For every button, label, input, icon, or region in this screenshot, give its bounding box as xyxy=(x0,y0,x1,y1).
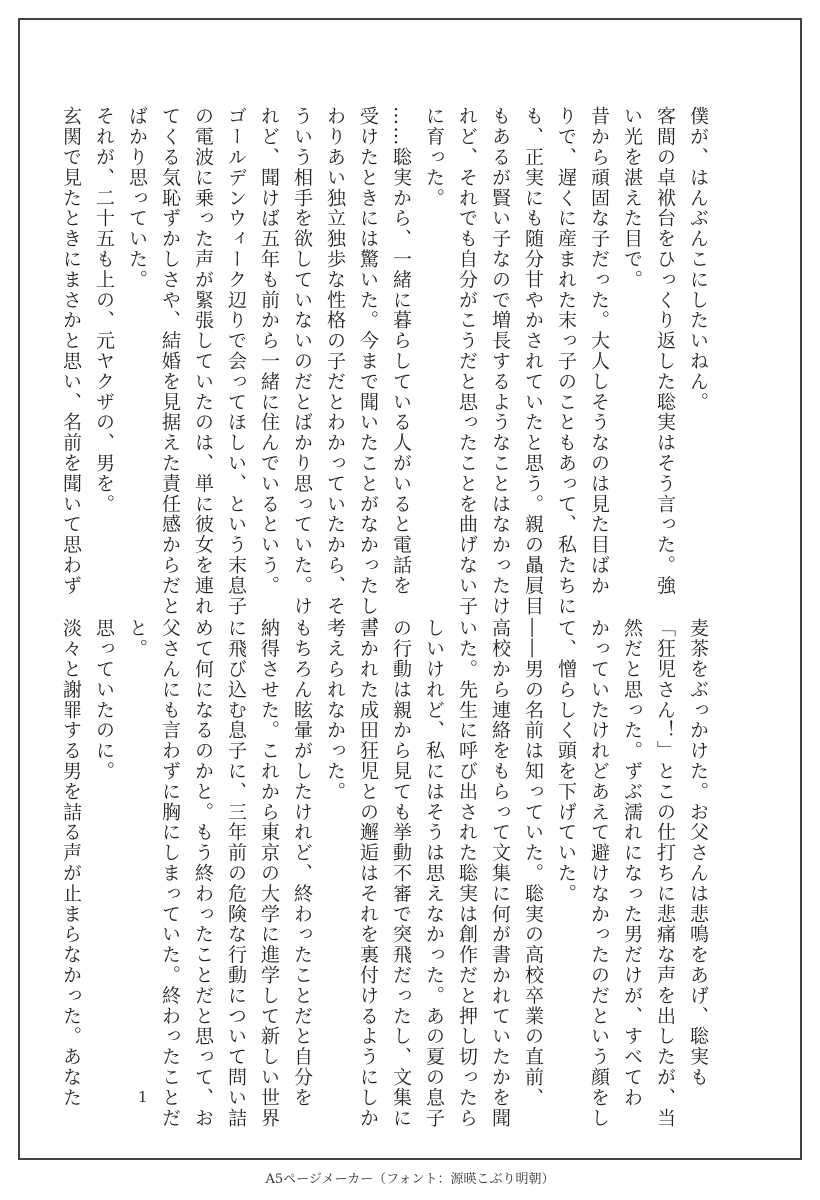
text-line: 然だと思った。ずぶ濡れになった男だけが、すべてわ xyxy=(621,618,643,1108)
text-line: 高校から連絡をもらって文集に何が書かれていたかを聞 xyxy=(489,618,511,1128)
lower-text-block xyxy=(54,618,714,1128)
text-line: に飛び込む息子に、三年前の危険な行動について問い詰 xyxy=(225,618,247,1128)
text-line: もちろん眩暈がしたけれど、終わったことだと自分を xyxy=(291,618,313,1108)
text-line: 玄関で見たときにまさかと思い、名前を聞いて思わず xyxy=(60,106,82,596)
text-line: 客間の卓袱台をひっくり返した聡実はそう言った。強 xyxy=(654,106,676,596)
text-line: 父さんにも言わずに胸にしまっていた。終わったことだ xyxy=(159,618,181,1128)
text-line: りで、遅くに産まれた末っ子のこともあって、私たちに xyxy=(555,106,577,616)
text-line: ばかり思っていた。 xyxy=(126,106,148,290)
text-line: 受けたときには驚いた。今まで聞いたことがなかったし、 xyxy=(357,106,379,637)
text-line: と。 xyxy=(126,618,148,659)
text-line: ――男の名前は知っていた。聡実の高校卒業の直前、 xyxy=(522,618,544,1108)
text-line: 書かれた成田狂児との邂逅はそれを裏付けるようにしか xyxy=(357,618,379,1128)
text-line: も、正実にも随分甘やかされていたと思う。親の贔屓目 xyxy=(522,106,544,616)
page-frame xyxy=(18,18,802,1160)
text-line: かっていたけれどあえて避けなかったのだという顔をし xyxy=(588,618,610,1128)
text-line: れど、それでも自分がこうだと思ったことを曲げない子 xyxy=(456,106,478,616)
upper-text-block xyxy=(54,106,714,637)
text-line: ……聡実から、一緒に暮らしている人がいると電話を xyxy=(390,106,412,596)
text-line: めて何になるのかと。もう終わったことだと思って、お xyxy=(192,618,214,1128)
text-line: の電波に乗った声が緊張していたのは、単に彼女を連れ xyxy=(192,106,214,616)
text-line: 「狂児さん！」とこの仕打ちに悲痛な声を出したが、当 xyxy=(654,618,676,1128)
text-line: ゴールデンウィーク辺りで会ってほしい、という末息子 xyxy=(225,106,247,616)
text-line: 思っていたのに。 xyxy=(93,618,115,782)
text-line: の行動は親から見ても挙動不審で突飛だったし、文集に xyxy=(390,618,412,1128)
text-line: わりあい独立独歩な性格の子だとわかっていたから、そ xyxy=(324,106,346,616)
text-line: て、憎らしく頭を下げていた。 xyxy=(555,618,577,904)
text-line: 考えられなかった。 xyxy=(324,618,346,802)
text-line: いた。先生に呼び出された聡実は創作だと押し切ったら xyxy=(456,618,478,1128)
text-line: もあるが賢い子なので増長するようなことはなかったけ xyxy=(489,106,511,616)
footer-caption: A5ページメーカー（フォント：源暎こぶり明朝） xyxy=(265,1172,555,1187)
text-line: ういう相手を欲していないのだとばかり思っていた。け xyxy=(291,106,313,616)
text-line: それが、二十五も上の、元ヤクザの、男を。 xyxy=(93,106,115,514)
text-line: い光を湛えた目で。 xyxy=(621,106,643,290)
text-line: に育った。 xyxy=(423,106,445,208)
text-line: 僕が、はんぶんこにしたいねん。 xyxy=(687,106,709,412)
text-line: しいけれど、私にはそうは思えなかった。あの夏の息子 xyxy=(423,618,445,1128)
text-line: れど、聞けば五年も前から一緒に住んでいるという。 xyxy=(258,106,280,596)
page-number: 1 xyxy=(138,1088,148,1106)
text-line: 納得させた。これから東京の大学に進学して新しい世界 xyxy=(258,618,280,1128)
text-line: 昔から頑固な子だった。大人しそうなのは見た目ばか xyxy=(588,106,610,596)
text-line: てくる気恥ずかしさや、結婚を見据えた責任感からだと xyxy=(159,106,181,616)
text-line: 麦茶をぶっかけた。お父さんは悲鳴をあげ、聡実も xyxy=(687,618,709,1088)
text-line: 淡々と謝罪する男を詰る声が止まらなかった。あなた xyxy=(60,618,82,1108)
